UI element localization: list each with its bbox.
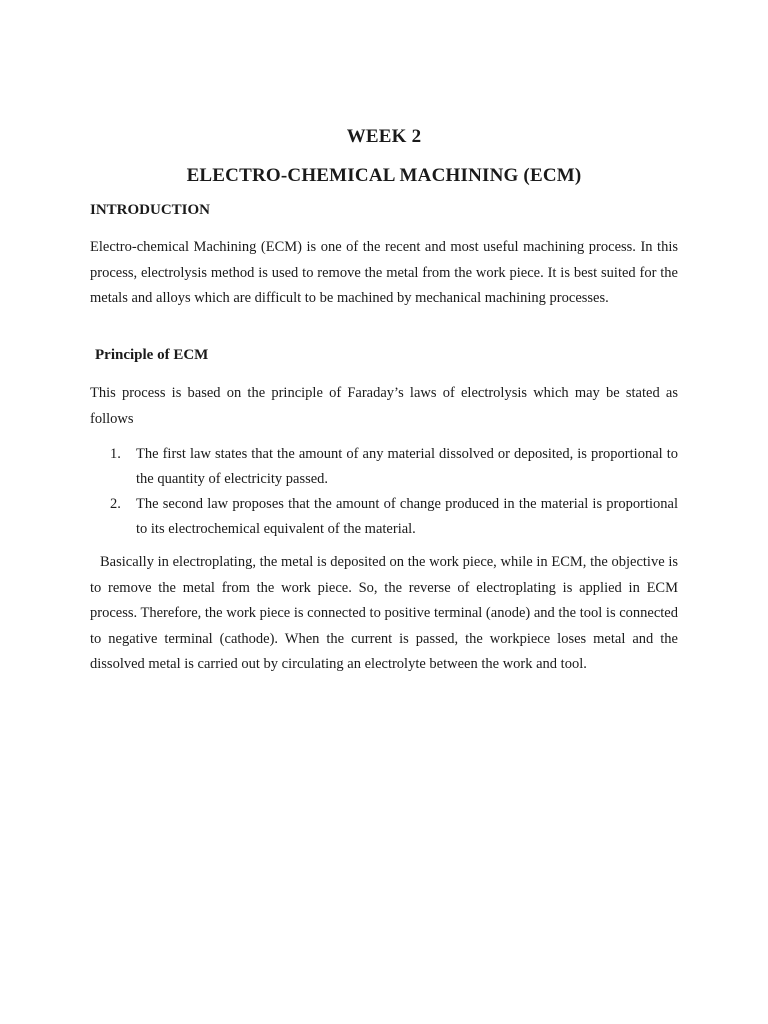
principle-paragraph: This process is based on the principle of Faraday’s laws of electrolysis which may be stated as follows [90,385,678,427]
list-item [110,442,678,492]
list-item-text: The first law states that the amount of any material dissolved or deposited, is proportional to the quantity of electricity passed. [136,446,678,487]
explanation-paragraph: Basically in electroplating, the metal is deposited on the work piece, while in ECM, the objective is to remove the metal from the work piece. So, the reverse of electroplating is applied in ECM process. Therefore, the work piece is connected to positive terminal (anode) and the tool is connected to negative terminal (cathode). When the current is passed, the workpiece loses metal and the dissolved metal is carried out by circulating an electrolyte between the work and tool. [90,554,678,672]
principle-heading: Principle of ECM [95,347,209,363]
list-item-number: 2. [110,496,121,512]
document-title: ELECTRO-CHEMICAL MACHINING (ECM) [186,165,582,186]
list-item-text: The second law proposes that the amount of change produced in the material is proportional to its electrochemical equivalent of the material. [136,496,678,537]
list-item [110,492,678,542]
introduction-paragraph: Electro-chemical Machining (ECM) is one of the recent and most useful machining process. In this process, electrolysis method is used to remove the metal from the work piece. It is best suited for the metals and alloys which are difficult to be machined by mechanical machining processes. [90,239,678,306]
week-heading: WEEK 2 [346,126,422,147]
introduction-heading: INTRODUCTION [90,202,211,218]
list-item-number: 1. [110,446,121,462]
faraday-laws-list [110,442,678,542]
